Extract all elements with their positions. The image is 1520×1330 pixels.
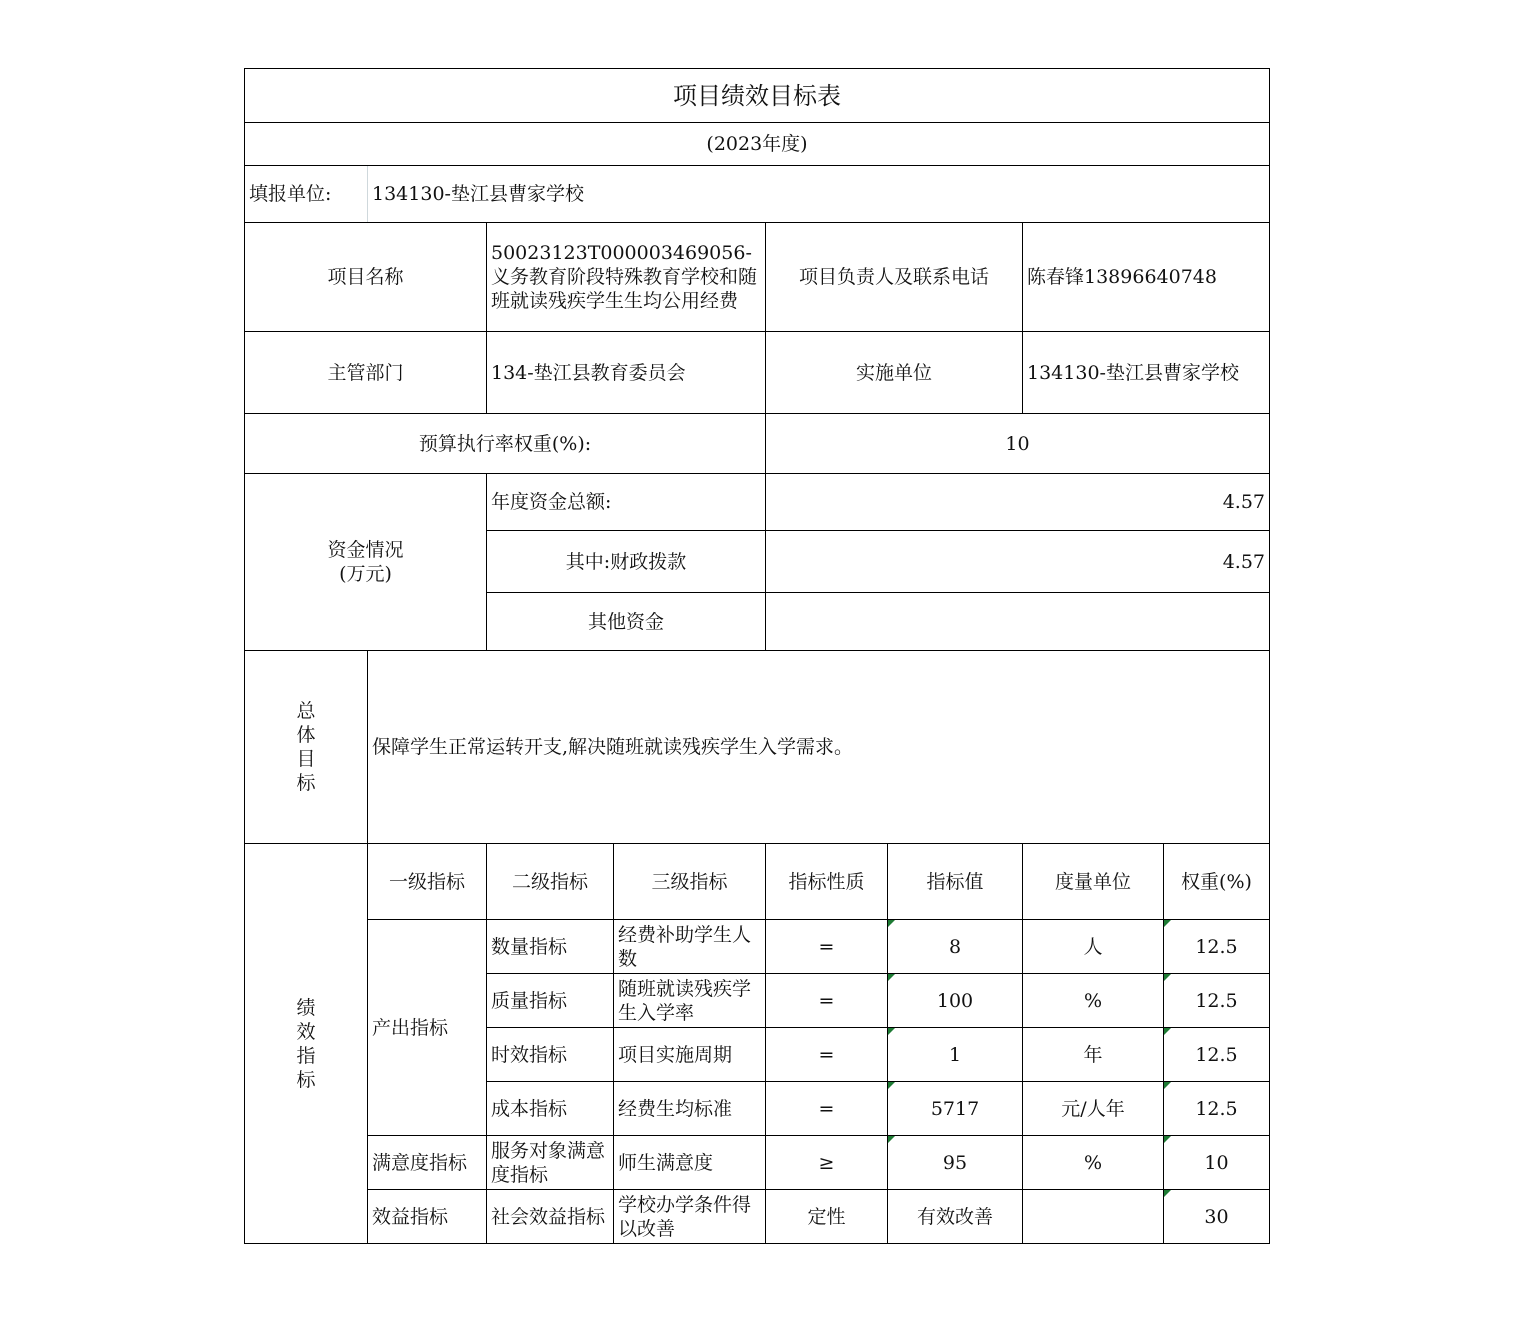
table-row-nature: = bbox=[766, 974, 888, 1028]
output-indicator-label: 产出指标 bbox=[368, 920, 487, 1136]
other-funds-value bbox=[766, 593, 1270, 651]
header-unit: 度量单位 bbox=[1023, 844, 1164, 920]
table-row-nature: = bbox=[766, 1082, 888, 1136]
header-value: 指标值 bbox=[888, 844, 1023, 920]
page-title: 项目绩效目标表 bbox=[245, 69, 1270, 123]
table-row-unit: 人 bbox=[1023, 920, 1164, 974]
table-row-level2: 质量指标 bbox=[487, 974, 614, 1028]
header-level1: 一级指标 bbox=[368, 844, 487, 920]
table-row-weight: 12.5 bbox=[1164, 1082, 1270, 1136]
table-row-level2: 社会效益指标 bbox=[487, 1190, 614, 1244]
table-row-nature: = bbox=[766, 920, 888, 974]
table-row-weight: 30 bbox=[1164, 1190, 1270, 1244]
overall-goal-text: 保障学生正常运转开支,解决随班就读残疾学生入学需求。 bbox=[368, 651, 1270, 844]
project-contact-label: 项目负责人及联系电话 bbox=[766, 223, 1023, 332]
implementing-unit-value: 134130-垫江县曹家学校 bbox=[1023, 332, 1270, 414]
budget-weight-label: 预算执行率权重(%): bbox=[245, 414, 766, 474]
funds-label-line2: (万元) bbox=[339, 563, 392, 585]
other-funds-label: 其他资金 bbox=[487, 593, 766, 651]
annual-total-value: 4.57 bbox=[766, 474, 1270, 531]
reporting-unit-value: 134130-垫江县曹家学校 bbox=[368, 166, 1270, 223]
table-row-level2: 服务对象满意度指标 bbox=[487, 1136, 614, 1190]
table-row-level3: 经费补助学生人数 bbox=[614, 920, 766, 974]
table-row-value: 1 bbox=[888, 1028, 1023, 1082]
project-name-value: 50023123T000003469056-义务教育阶段特殊教育学校和随班就读残疾学生生均公用经费 bbox=[487, 223, 766, 332]
overall-goal-label: 总 体 目 标 bbox=[245, 651, 368, 844]
fiscal-allocation-value: 4.57 bbox=[766, 531, 1270, 593]
satisfaction-indicator-label: 满意度指标 bbox=[368, 1136, 487, 1190]
reporting-unit-label: 填报单位: bbox=[245, 166, 368, 223]
table-row-level3: 师生满意度 bbox=[614, 1136, 766, 1190]
annual-total-label: 年度资金总额: bbox=[487, 474, 766, 531]
table-row-weight: 10 bbox=[1164, 1136, 1270, 1190]
table-row-value: 95 bbox=[888, 1136, 1023, 1190]
table-row-weight: 12.5 bbox=[1164, 974, 1270, 1028]
table-row-weight: 12.5 bbox=[1164, 1028, 1270, 1082]
table-row-nature: = bbox=[766, 1028, 888, 1082]
supervising-dept-value: 134-垫江县教育委员会 bbox=[487, 332, 766, 414]
benefit-indicator-label: 效益指标 bbox=[368, 1190, 487, 1244]
table-row-level3: 学校办学条件得以改善 bbox=[614, 1190, 766, 1244]
table-row-weight: 12.5 bbox=[1164, 920, 1270, 974]
header-level2: 二级指标 bbox=[487, 844, 614, 920]
implementing-unit-label: 实施单位 bbox=[766, 332, 1023, 414]
table-row-level2: 时效指标 bbox=[487, 1028, 614, 1082]
table-row-value: 8 bbox=[888, 920, 1023, 974]
table-row-unit bbox=[1023, 1190, 1164, 1244]
table-row-level3: 随班就读残疾学生入学率 bbox=[614, 974, 766, 1028]
project-name-label: 项目名称 bbox=[245, 223, 487, 332]
sheet-table bbox=[244, 68, 1270, 1244]
table-row-value: 100 bbox=[888, 974, 1023, 1028]
header-nature: 指标性质 bbox=[766, 844, 888, 920]
table-row-value: 5717 bbox=[888, 1082, 1023, 1136]
project-contact-value: 陈春锋13896640748 bbox=[1023, 223, 1270, 332]
table-row-unit: % bbox=[1023, 974, 1164, 1028]
table-row-value: 有效改善 bbox=[888, 1190, 1023, 1244]
table-row-unit: 元/人年 bbox=[1023, 1082, 1164, 1136]
header-weight: 权重(%) bbox=[1164, 844, 1270, 920]
table-row-level3: 项目实施周期 bbox=[614, 1028, 766, 1082]
table-row-nature: 定性 bbox=[766, 1190, 888, 1244]
funds-label-line1: 资金情况 bbox=[327, 539, 404, 561]
fiscal-allocation-label: 其中:财政拨款 bbox=[487, 531, 766, 593]
fiscal-year: (2023年度) bbox=[245, 123, 1270, 166]
table-row-nature: ≥ bbox=[766, 1136, 888, 1190]
table-row-level2: 数量指标 bbox=[487, 920, 614, 974]
table-row-unit: 年 bbox=[1023, 1028, 1164, 1082]
supervising-dept-label: 主管部门 bbox=[245, 332, 487, 414]
funds-label bbox=[245, 474, 487, 651]
performance-target-sheet bbox=[244, 68, 1269, 1244]
table-row-level2: 成本指标 bbox=[487, 1082, 614, 1136]
performance-indicators-label: 绩 效 指 标 bbox=[245, 844, 368, 1244]
header-level3: 三级指标 bbox=[614, 844, 766, 920]
table-row-unit: % bbox=[1023, 1136, 1164, 1190]
table-row-level3: 经费生均标准 bbox=[614, 1082, 766, 1136]
budget-weight-value: 10 bbox=[766, 414, 1270, 474]
